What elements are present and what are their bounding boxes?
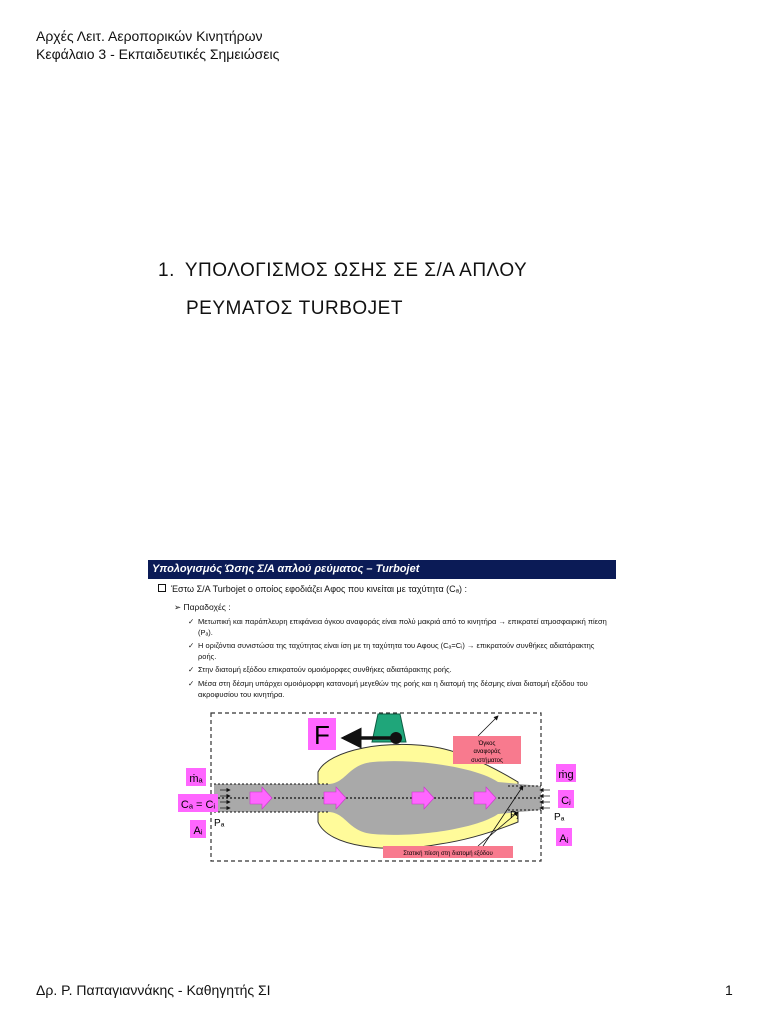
page-number: 1 <box>725 982 733 998</box>
section-number: 1. <box>158 260 175 281</box>
slide-title-bar: Υπολογισμός Ώσης Σ/Α απλού ρεύματος – Turbojet <box>148 560 616 579</box>
check-icon: ✓ <box>188 641 195 650</box>
chapter-title: Κεφάλαιο 3 - Εκπαιδευτικές Σημειώσεις <box>36 46 280 62</box>
assumption-item: ✓ Η οριζόντια συνιστώσα της ταχύτητας είναι ίση με τη ταχύτητα του Αφους (Cₐ=Cᵢ) → επικρατούν συνθήκες αδιατάρακτης ροής. <box>188 641 595 661</box>
assumption-item: ✓ Μέσα στη δέσμη υπάρχει ομοιόμορφη κατανομή μεγεθών της ροής και η διατομή της δέσμης είναι διατομή εξόδου του ακροφυσίου του κινητήρα. <box>188 679 588 699</box>
right-mass-label: ṁg <box>558 769 574 781</box>
jet-pressure-label: Pⱼ <box>510 810 519 821</box>
right-velocity-label: Cⱼ <box>561 795 571 807</box>
left-pressure-label: Pₐ <box>214 818 225 829</box>
volume-label-line2: αναφοράς <box>473 749 501 755</box>
check-icon: ✓ <box>188 617 195 626</box>
volume-label-line1: Όγκος <box>478 741 496 747</box>
assumption-item: ✓ Στην διατομή εξόδου επικρατούν ομοιόμορφες συνθήκες αδιατάρακτης ροής. <box>188 665 452 674</box>
section-title-line1: ΥΠΟΛΟΓΙΣΜΟΣ ΩΣΗΣ ΣΕ Σ/Α ΑΠΛΟΥ <box>184 260 528 281</box>
thrust-arrow-origin <box>390 732 402 744</box>
volume-pointer-arrow <box>478 716 498 736</box>
volume-label-line3: συστήματος <box>471 758 503 764</box>
right-area-label: Aⱼ <box>559 833 569 845</box>
section-title-line2: ΡΕΥΜΑΤΟΣ TURBOJET <box>186 298 403 319</box>
assumptions-heading: ➢ Παραδοχές : <box>174 602 231 612</box>
left-velocity-label: Cₐ = Cᵢ <box>180 799 216 811</box>
right-pressure-label: Pₐ <box>554 812 565 823</box>
arrow-bullet-icon: ➢ <box>174 602 184 612</box>
course-title: Αρχές Λειτ. Αεροπορικών Κινητήρων <box>36 28 263 44</box>
checkbox-bullet-icon <box>158 584 166 592</box>
check-icon: ✓ <box>188 665 195 674</box>
static-pressure-label: Στατική πίεση στη διατομή εξόδου <box>403 851 493 857</box>
turbojet-diagram <box>178 712 598 864</box>
footer-author: Δρ. Ρ. Παπαγιαννάκης - Καθηγητής ΣΙ <box>36 982 271 998</box>
check-icon: ✓ <box>188 679 195 688</box>
page-header <box>36 27 279 63</box>
force-label: F <box>314 720 330 750</box>
slide-intro: Έστω Σ/Α Turbojet ο οποίος εφοδιάζει Αφος που κινείται με ταχύτητα (Cₐ) : <box>158 584 467 594</box>
assumption-item: ✓ Μετωπική και παράπλευρη επιφάνεια όγκου αναφοράς είναι πολύ μακριά από το κινητήρα → επικρατεί ατμοσφαιρική πίεση (Pₐ). <box>188 617 607 637</box>
slide-image <box>148 560 616 870</box>
left-mass-label: ṁₐ <box>189 773 203 785</box>
left-area-label: Aᵢ <box>193 825 203 837</box>
